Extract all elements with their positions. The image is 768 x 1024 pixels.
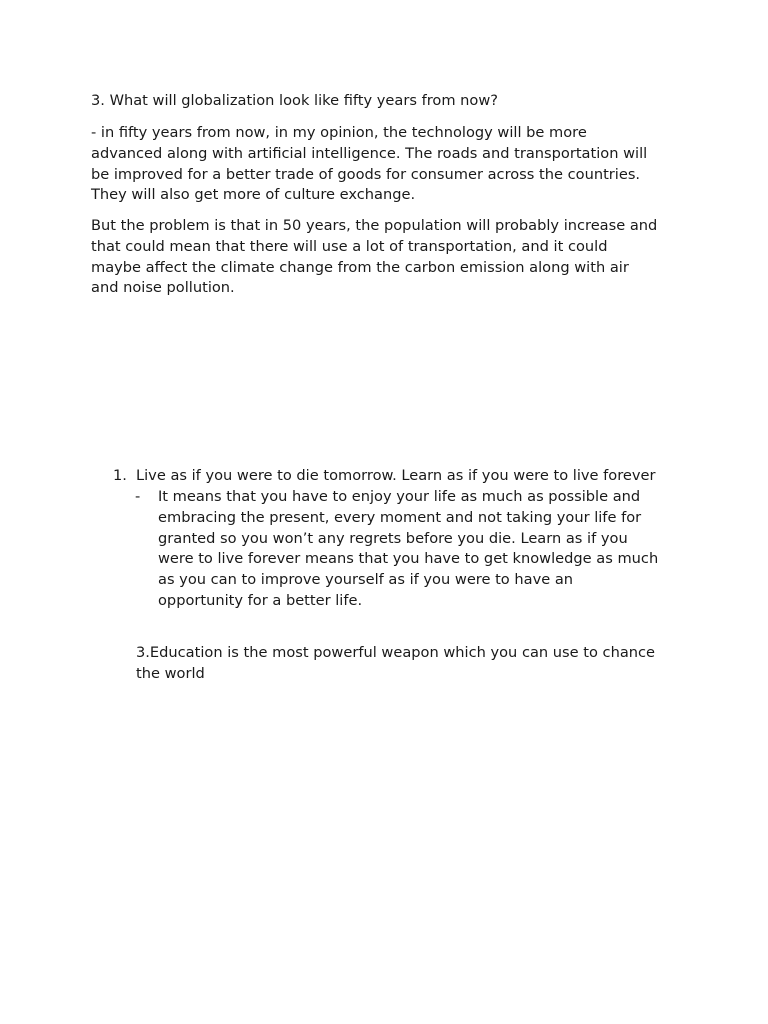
quote-item-3: 3.Education is the most powerful weapon which you can use to chance the world	[136, 644, 656, 682]
answer-paragraph-2: But the problem is that in 50 years, the population will probably increase and that could mean that there will use a lot of transportation, and it could maybe affect the climate change from the carbon emission along with air and noise pollution.	[91, 217, 658, 297]
quote-text: Live as if you were to die tomorrow. Learn as if you were to live forever	[136, 467, 656, 484]
dash-bullet: -	[135, 488, 141, 505]
list-number: 1.	[113, 467, 127, 484]
answer-paragraph-1: - in fifty years from now, in my opinion, the technology will be more advanced along with artificial intelligence. The roads and transportation will be improved for a better trade of goods for consumer across the countries. They will also get more of culture exchange.	[91, 124, 648, 204]
quote-explanation-text: It means that you have to enjoy your life as much as possible and embracing the present, every moment and not taking your life for granted so you won’t any regrets before you die. Learn as if you were to live forever means that you have to get knowledge as much as you can to improve yourself as if you were to have an opportunity for a better life.	[158, 488, 659, 609]
question-heading: 3. What will globalization look like fifty years from now?	[91, 92, 499, 109]
